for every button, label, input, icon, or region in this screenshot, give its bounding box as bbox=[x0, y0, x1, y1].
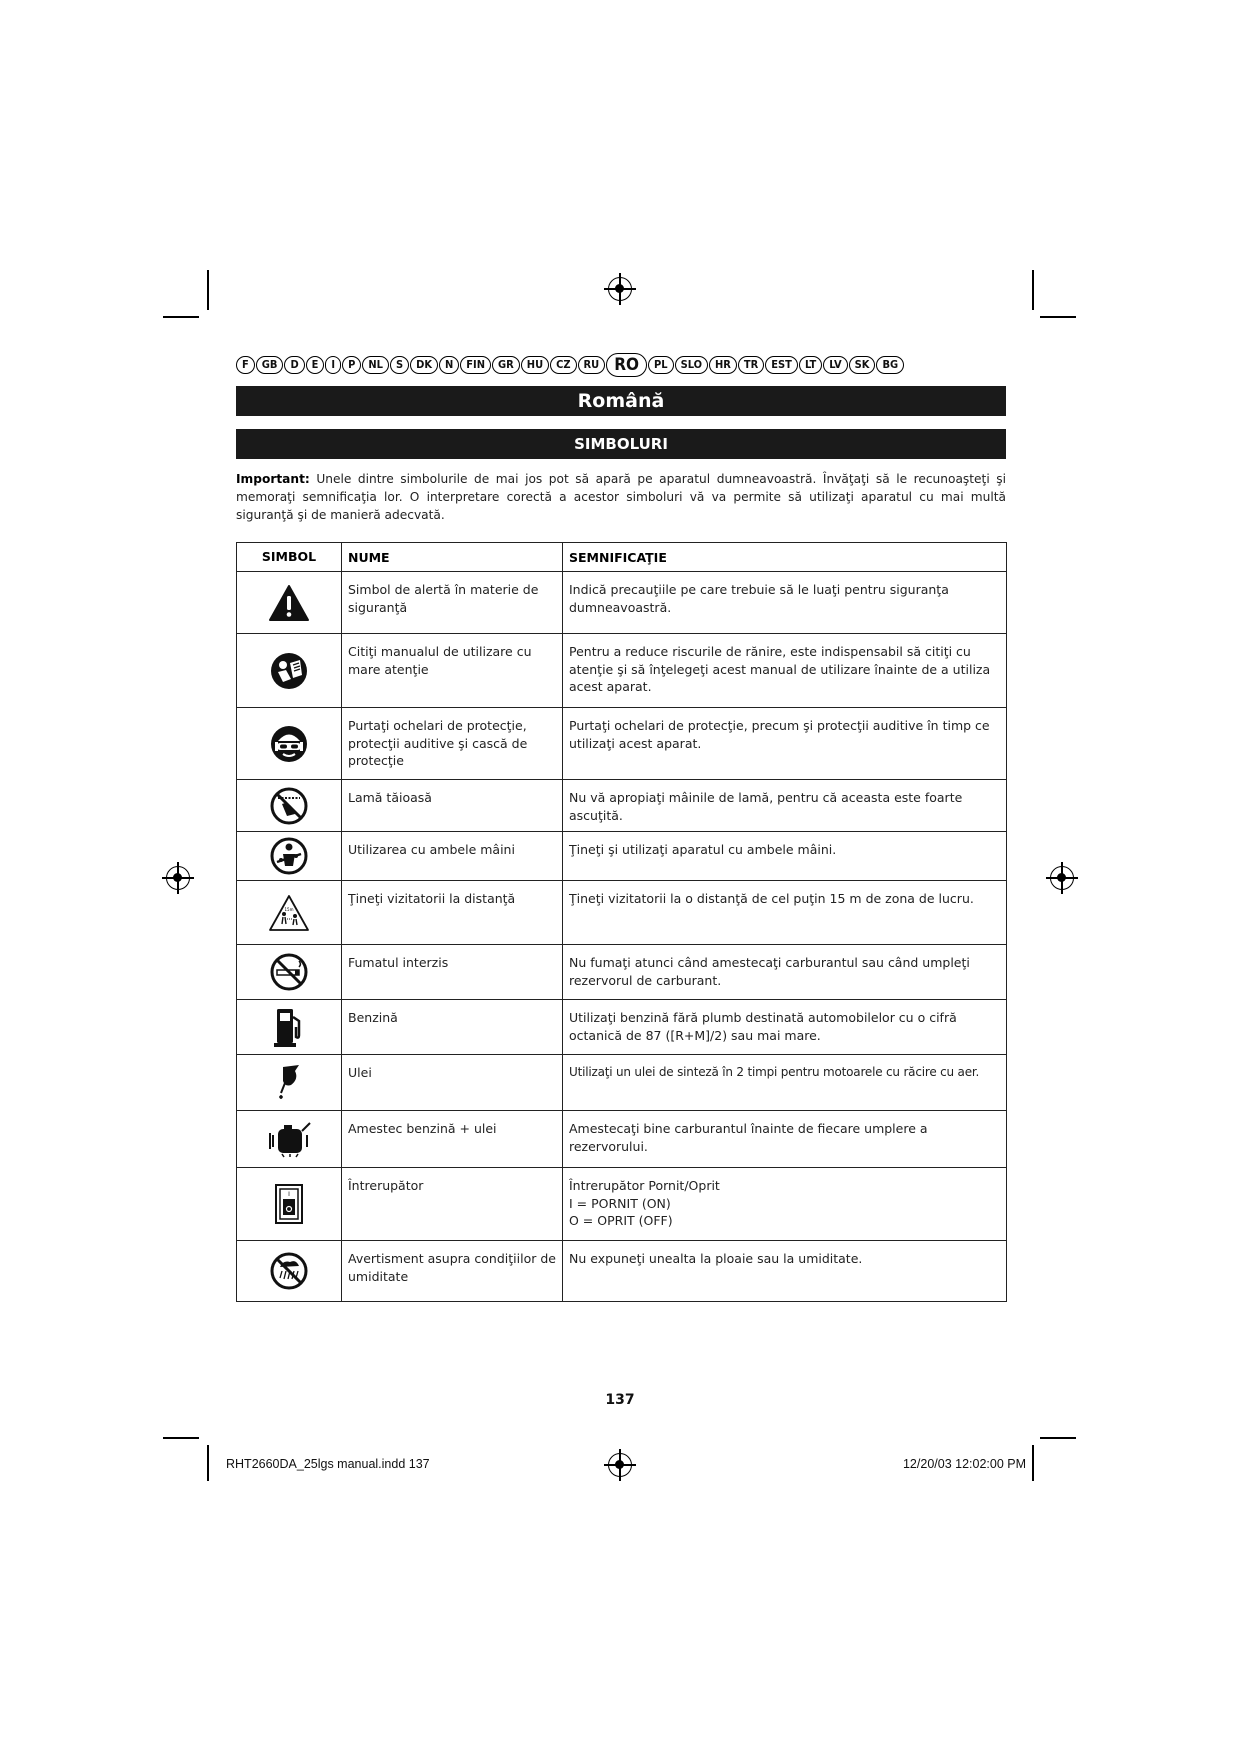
header-name: NUME bbox=[342, 543, 563, 572]
language-tab-tr[interactable]: TR bbox=[738, 356, 764, 374]
symbol-cell bbox=[237, 1000, 342, 1055]
symbol-cell bbox=[237, 1055, 342, 1111]
language-tab-gb[interactable]: GB bbox=[256, 356, 284, 374]
symbol-meaning: Ţineţi şi utilizaţi aparatul cu ambele mâini. bbox=[563, 832, 1007, 881]
table-row bbox=[237, 1168, 1007, 1241]
symbol-meaning: Utilizaţi benzină fără plumb destinată automobilelor cu o cifră octanică de 87 ([R+M]/2) sau mai mare. bbox=[563, 1000, 1007, 1055]
symbol-cell bbox=[237, 572, 342, 634]
keep-bystanders-away-icon bbox=[239, 894, 339, 932]
language-tab-e[interactable]: E bbox=[306, 356, 325, 374]
symbol-meaning: Pentru a reduce riscurile de rănire, este indispensabil să citiţi cu atenţie şi să înţelegeţi acest manual de utilizare înainte de a utiliza acest aparat. bbox=[563, 634, 1007, 708]
language-tab-lt[interactable]: LT bbox=[799, 356, 822, 374]
language-tab-pl[interactable]: PL bbox=[648, 356, 674, 374]
crop-mark bbox=[207, 1445, 209, 1481]
header-symbol: SIMBOL bbox=[237, 543, 342, 572]
svg-text:15m: 15m bbox=[284, 906, 294, 912]
intro-text: Unele dintre simbolurile de mai jos pot să apară pe aparatul dumneavoastră. Învăţaţi să le recunoaşteţi şi memoraţi semnificaţia lor. O interpretare corectă a acestor simboluri vă va permite să utilizaţi aparatul cu mai multă siguranţă şi de manieră adecvată. bbox=[236, 472, 1006, 522]
crop-mark bbox=[1040, 316, 1076, 318]
table-row bbox=[237, 572, 1007, 634]
crop-mark bbox=[207, 270, 209, 310]
language-tab-dk[interactable]: DK bbox=[410, 356, 438, 374]
oil-can-icon bbox=[239, 1061, 339, 1105]
table-row bbox=[237, 708, 1007, 780]
crop-mark bbox=[1032, 270, 1034, 310]
fuel-pump-icon bbox=[239, 1005, 339, 1049]
symbol-cell bbox=[237, 1111, 342, 1168]
sharp-blade-icon bbox=[239, 786, 339, 826]
symbol-name: Utilizarea cu ambele mâini bbox=[342, 832, 563, 881]
symbol-name: Fumatul interzis bbox=[342, 945, 563, 1000]
language-tab-ro[interactable]: RO bbox=[606, 353, 647, 377]
crop-mark bbox=[1032, 1445, 1034, 1481]
symbol-name: Amestec benzină + ulei bbox=[342, 1111, 563, 1168]
page-number: 137 bbox=[605, 1392, 635, 1408]
symbol-meaning: Utilizaţi un ulei de sinteză în 2 timpi pentru motoarele cu răcire cu aer. bbox=[563, 1055, 1007, 1111]
symbol-meaning: Nu fumaţi atunci când amestecaţi carburantul sau când umpleţi rezervorul de carburant. bbox=[563, 945, 1007, 1000]
symbols-table bbox=[236, 542, 1007, 1302]
symbol-cell bbox=[237, 1241, 342, 1302]
symbol-cell bbox=[237, 634, 342, 708]
symbol-meaning: Nu vă apropiaţi mâinile de lamă, pentru că aceasta este foarte ascuţită. bbox=[563, 780, 1007, 832]
language-tab-p[interactable]: P bbox=[342, 356, 361, 374]
symbol-name: Purtaţi ochelari de protecţie, protecţii auditive şi cască de protecţie bbox=[342, 708, 563, 780]
table-row bbox=[237, 1111, 1007, 1168]
crop-mark bbox=[163, 1437, 199, 1439]
symbol-cell bbox=[237, 708, 342, 780]
language-tab-nl[interactable]: NL bbox=[362, 356, 389, 374]
language-tab-f[interactable]: F bbox=[236, 356, 255, 374]
symbol-cell bbox=[237, 881, 342, 945]
symbol-meaning: Amestecaţi bine carburantul înainte de fiecare umplere a rezervorului. bbox=[563, 1111, 1007, 1168]
language-tab-ru[interactable]: RU bbox=[578, 356, 606, 374]
language-tab-d[interactable]: D bbox=[284, 356, 304, 374]
symbol-cell bbox=[237, 1168, 342, 1241]
registration-mark-icon bbox=[1050, 866, 1074, 890]
switch-icon bbox=[239, 1182, 339, 1226]
table-row bbox=[237, 832, 1007, 881]
symbol-cell bbox=[237, 832, 342, 881]
header-meaning: SEMNIFICAŢIE bbox=[563, 543, 1007, 572]
symbol-meaning: Purtaţi ochelari de protecţie, precum şi protecţii auditive în timp ce utilizaţi acest aparat. bbox=[563, 708, 1007, 780]
intro-paragraph bbox=[236, 470, 1006, 524]
footer-file: RHT2660DA_25lgs manual.indd 137 bbox=[226, 1457, 430, 1471]
warning-triangle-icon bbox=[239, 584, 339, 622]
crop-mark bbox=[1040, 1437, 1076, 1439]
table-row bbox=[237, 1241, 1007, 1302]
language-tab-gr[interactable]: GR bbox=[492, 356, 520, 374]
language-tab-sk[interactable]: SK bbox=[849, 356, 876, 374]
language-tab-cz[interactable]: CZ bbox=[550, 356, 576, 374]
language-tab-n[interactable]: N bbox=[439, 356, 459, 374]
language-selector bbox=[236, 354, 1006, 376]
section-title: SIMBOLURI bbox=[236, 429, 1006, 459]
two-hands-icon bbox=[239, 836, 339, 876]
intro-lead: Important: bbox=[236, 472, 310, 486]
symbol-meaning: Nu expuneţi unealta la ploaie sau la umiditate. bbox=[563, 1241, 1007, 1302]
crop-mark bbox=[163, 316, 199, 318]
language-tab-hu[interactable]: HU bbox=[521, 356, 549, 374]
language-tab-est[interactable]: EST bbox=[765, 356, 798, 374]
language-tab-slo[interactable]: SLO bbox=[675, 356, 708, 374]
language-tab-hr[interactable]: HR bbox=[709, 356, 737, 374]
language-tab-bg[interactable]: BG bbox=[876, 356, 904, 374]
symbol-meaning: Ţineţi vizitatorii la o distanţă de cel puţin 15 m de zona de lucru. bbox=[563, 881, 1007, 945]
language-tab-fin[interactable]: FIN bbox=[460, 356, 491, 374]
footer-timestamp: 12/20/03 12:02:00 PM bbox=[902, 1457, 1026, 1471]
symbol-name: Avertisment asupra condiţiilor de umiditate bbox=[342, 1241, 563, 1302]
registration-mark-icon bbox=[608, 277, 632, 301]
symbol-name: Simbol de alertă în materie de siguranţă bbox=[342, 572, 563, 634]
svg-text:I: I bbox=[288, 1191, 290, 1198]
symbol-name: Benzină bbox=[342, 1000, 563, 1055]
language-tab-i[interactable]: I bbox=[325, 356, 341, 374]
protective-gear-icon bbox=[239, 724, 339, 764]
symbol-name: Ulei bbox=[342, 1055, 563, 1111]
registration-mark-icon bbox=[166, 866, 190, 890]
table-row bbox=[237, 1055, 1007, 1111]
table-row bbox=[237, 634, 1007, 708]
language-tab-s[interactable]: S bbox=[390, 356, 409, 374]
language-title: Română bbox=[236, 386, 1006, 416]
symbol-name: Ţineţi vizitatorii la distanţă bbox=[342, 881, 563, 945]
table-row bbox=[237, 881, 1007, 945]
table-row bbox=[237, 945, 1007, 1000]
symbol-meaning: Indică precauţiile pe care trebuie să le luaţi pentru siguranţa dumneavoastră. bbox=[563, 572, 1007, 634]
no-smoking-icon bbox=[239, 952, 339, 992]
symbol-cell bbox=[237, 945, 342, 1000]
no-rain-icon bbox=[239, 1251, 339, 1291]
language-tab-lv[interactable]: LV bbox=[823, 356, 847, 374]
symbol-name: Lamă tăioasă bbox=[342, 780, 563, 832]
registration-mark-icon bbox=[608, 1453, 632, 1477]
symbol-meaning: Întrerupător Pornit/Oprit I = PORNIT (ON) O = OPRIT (OFF) bbox=[563, 1168, 1007, 1241]
table-row bbox=[237, 780, 1007, 832]
symbol-name: Întrerupător bbox=[342, 1168, 563, 1241]
table-row bbox=[237, 1000, 1007, 1055]
symbol-name: Citiţi manualul de utilizare cu mare atenţie bbox=[342, 634, 563, 708]
fuel-oil-mix-icon bbox=[239, 1119, 339, 1159]
symbol-cell bbox=[237, 780, 342, 832]
read-manual-icon bbox=[239, 651, 339, 691]
